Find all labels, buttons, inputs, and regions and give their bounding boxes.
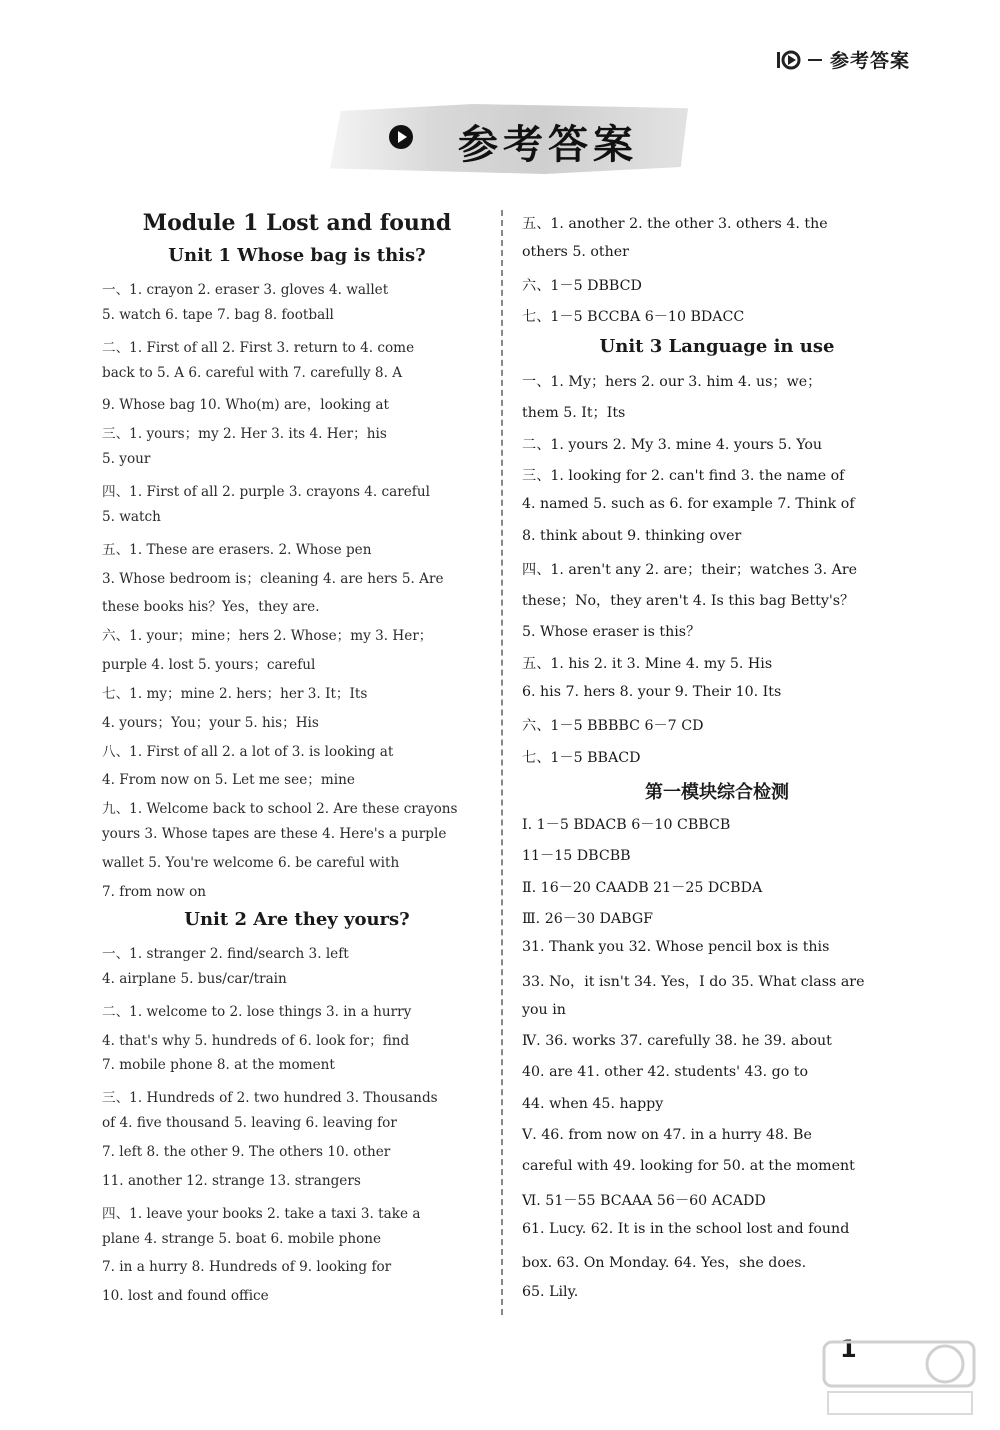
answer-line: 4. From now on 5. Let me see；mine [102,772,355,789]
answer-line: Ⅳ. 36. works 37. carefully 38. he 39. about [522,1033,832,1050]
answer-line: 40. are 41. other 42. students' 43. go to [522,1064,809,1081]
answer-line: 一、1. stranger 2. find/search 3. left [102,946,349,962]
column-divider [501,210,503,1315]
answer-line: 五、1. another 2. the other 3. others 4. the [522,216,828,232]
answer-line: 一、1. My；hers 2. our 3. him 4. us；we； [522,374,822,390]
answer-line: Ⅰ. 1－5 BDACB 6－10 CBBCB [522,817,731,833]
answer-line: 61. Lucy. 62. It is in the school lost and found [522,1220,850,1237]
page-title: 参考答案 [458,122,638,168]
answer-line: 5. watch [102,508,161,525]
answer-line: box. 63. On Monday. 64. Yes，she does. [522,1255,807,1272]
unit1-title: Unit 1 Whose bag is this? [168,245,426,266]
answer-line: 7. left 8. the other 9. The others 10. other [102,1143,391,1160]
page-number: 1 [840,1335,857,1363]
answer-line: 4. airplane 5. bus/car/train [102,970,287,987]
answer-line: 二、1. First of all 2. First 3. return to 4. come [102,339,415,356]
answer-line: 4. that's why 5. hundreds of 6. look for；find [102,1032,410,1049]
answer-line: them 5. It；Its [522,405,626,422]
answer-line: 31. Thank you 32. Whose pencil box is this [522,939,830,956]
header-dash [808,59,822,61]
answer-line: 33. No，it isn't 34. Yes，I do 35. What class are [522,973,865,990]
answer-line: 44. when 45. happy [522,1095,664,1112]
answer-line: 六、1－5 DBBCD [522,278,642,294]
answer-line: 四、1. aren't any 2. are；their；watches 3. Are [522,561,858,578]
module-title: Module 1 Lost and found [142,210,452,236]
watermark-logo [820,1338,980,1420]
running-header [776,46,910,73]
answer-line: 八、1. First of all 2. a lot of 3. is looking at [102,743,394,760]
answer-line: wallet 5. You're welcome 6. be careful with [102,855,400,871]
answer-line: these books his？Yes，they are. [102,599,320,616]
answer-line: others 5. other [522,244,629,260]
answer-line: 七、1－5 BBACD [522,749,641,766]
answer-line: you in [522,1001,566,1018]
answer-line: yours 3. Whose tapes are these 4. Here's a purple [102,826,447,843]
answer-line: 7. mobile phone 8. at the moment [102,1057,335,1074]
answer-line: 4. named 5. such as 6. for example 7. Think of [522,496,855,513]
answer-line: 5. watch 6. tape 7. bag 8. football [102,306,334,323]
answer-line: 9. Whose bag 10. Who(m) are，looking at [102,397,389,414]
module-test-title: 第一模块综合检测 [645,782,789,803]
answer-line: 六、1－5 BBBBC 6－7 CD [522,718,704,735]
answer-line: 65. Lily. [522,1283,579,1300]
answer-line: plane 4. strange 5. boat 6. mobile phone [102,1230,382,1247]
answer-line: Ⅲ. 26－30 DABGF [522,910,653,927]
answer-line: Ⅴ. 46. from now on 47. in a hurry 48. Be [522,1127,812,1143]
unit2-title: Unit 2 Are they yours? [184,909,410,930]
answer-line: 三、1. Hundreds of 2. two hundred 3. Thousands [102,1090,438,1107]
answer-line: careful with 49. looking for 50. at the moment [522,1158,855,1175]
answer-line: 一、1. crayon 2. eraser 3. gloves 4. wallet [102,282,389,298]
answer-line: 四、1. leave your books 2. take a taxi 3. take a [102,1205,421,1222]
answer-line: 四、1. First of all 2. purple 3. crayons 4. careful [102,483,430,500]
answer-line: 11－15 DBCBB [522,848,631,865]
answer-line: 六、1. your；mine；hers 2. Whose；my 3. Her； [102,628,433,645]
answer-line: 七、1. my；mine 2. hers；her 3. It；Its [102,685,368,702]
answer-line: of 4. five thousand 5. leaving 6. leaving for [102,1115,397,1132]
answer-line: 七、1－5 BCCBA 6－10 BDACC [522,309,745,325]
logo-icon [776,49,802,71]
answer-line: 五、1. his 2. it 3. Mine 4. my 5. His [522,655,773,672]
answer-line: 11. another 12. strange 13. strangers [102,1172,361,1189]
answer-line: purple 4. lost 5. yours；careful [102,657,316,674]
answer-line: 二、1. welcome to 2. lose things 3. in a hurry [102,1003,412,1020]
answer-line: 五、1. These are erasers. 2. Whose pen [102,541,372,558]
answer-line: Ⅵ. 51－55 BCAAA 56－60 ACADD [522,1192,766,1209]
answer-line: 三、1. looking for 2. can't find 3. the name of [522,467,845,484]
answer-line: 九、1. Welcome back to school 2. Are these crayons [102,801,458,818]
answer-line: 8. think about 9. thinking over [522,527,742,544]
answer-line: 7. in a hurry 8. Hundreds of 9. looking for [102,1259,392,1276]
answer-line: 3. Whose bedroom is；cleaning 4. are hers 5. Are [102,570,444,587]
answer-line: 5. Whose eraser is this？ [522,624,701,641]
running-title: 参考答案 [829,50,910,72]
answer-line: 6. his 7. hers 8. your 9. Their 10. Its [522,684,782,700]
answer-line: these；No，they aren't 4. Is this bag Betty's？ [522,593,855,610]
answer-line: Ⅱ. 16－20 CAADB 21－25 DCBDA [522,879,763,896]
unit3-title: Unit 3 Language in use [599,336,835,357]
play-icon [388,124,414,150]
answer-line: 二、1. yours 2. My 3. mine 4. yours 5. You [522,436,823,453]
answer-line: 7. from now on [102,883,207,900]
answer-line: 5. your [102,451,151,468]
answer-line: 三、1. yours；my 2. Her 3. its 4. Her；his [102,426,387,443]
answer-line: back to 5. A 6. careful with 7. carefully 8. A [102,364,403,381]
answer-line: 4. yours；You；your 5. his；His [102,714,319,731]
answer-line: 10. lost and found office [102,1288,269,1305]
